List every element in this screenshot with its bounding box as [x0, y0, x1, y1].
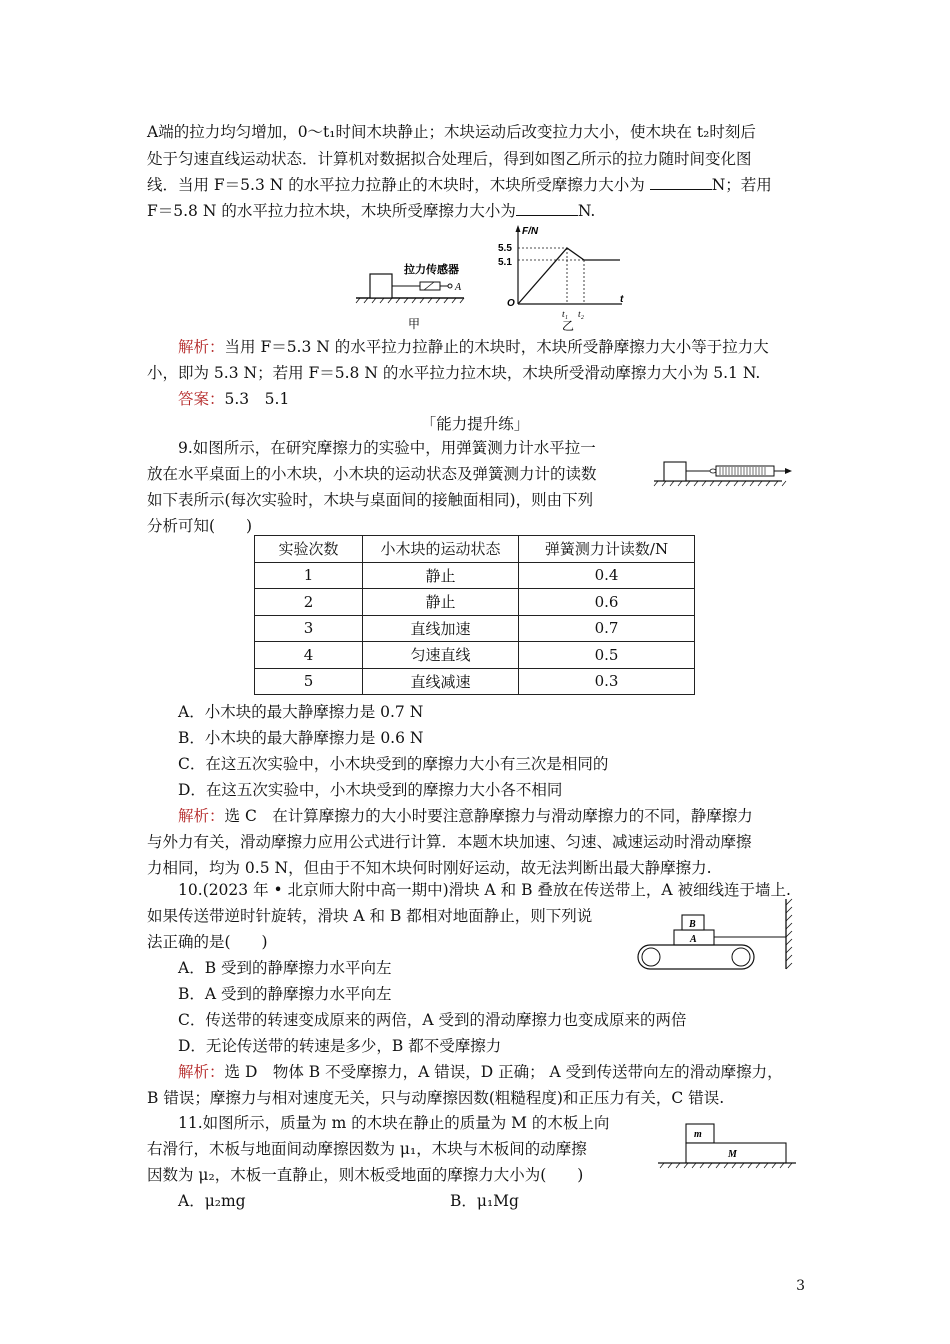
q9-analysis-1 — [178, 805, 753, 827]
table-row — [255, 562, 695, 589]
left-roller — [642, 948, 660, 966]
table-header: 实验次数 — [255, 536, 363, 563]
caption-jia: 甲 — [408, 317, 421, 331]
q8-line-3-text: 线．当用 F＝5.3 N 的水平拉力拉静止的木块时，木块所受摩擦力大小为 — [147, 176, 645, 194]
table-cell: 3 — [255, 615, 363, 642]
table-cell: 5 — [255, 668, 363, 695]
q10-option-a: A．B 受到的静摩擦力水平向左 — [178, 959, 392, 977]
q8-line-2: 处于匀速直线运动状态．计算机对数据拟合处理后，得到如图乙所示的拉力随时间变化图 — [147, 150, 752, 168]
q9-line-1: 9.如图所示，在研究摩擦力的实验中，用弹簧测力计水平拉一 — [178, 439, 596, 457]
table-cell: 静止 — [363, 562, 519, 589]
table-cell: 2 — [255, 589, 363, 616]
q8-analysis-1 — [178, 336, 769, 358]
table-cell: 直线减速 — [363, 668, 519, 695]
q8-line-3-tail: N；若用 — [711, 176, 772, 194]
end-point-a — [448, 284, 452, 288]
sensor-label: 拉力传感器 — [404, 264, 459, 276]
table-cell: 0.6 — [519, 589, 695, 616]
table-cell: 1 — [255, 562, 363, 589]
q9-option-b: B．小木块的最大静摩擦力是 0.6 N — [178, 729, 424, 747]
q9-line-4: 分析可知( ) — [147, 517, 253, 535]
label-M: M — [728, 1149, 737, 1160]
q10-option-d: D．无论传送带的转速是多少，B 都不受摩擦力 — [178, 1037, 502, 1055]
caption-yi: 乙 — [562, 319, 575, 332]
table-header: 小木块的运动状态 — [363, 536, 519, 563]
table-cell: 匀速直线 — [363, 642, 519, 669]
q8-line-4-tail: N. — [577, 202, 596, 220]
table-cell: 0.3 — [519, 668, 695, 695]
y-axis-label: F/N — [522, 226, 539, 237]
tick-x-t2: t₂ — [578, 310, 584, 320]
q9-line-3: 如下表所示(每次实验时，木块与桌面间的接触面相同)，则由下列 — [147, 491, 594, 509]
q10-option-c: C．传送带的转速变成原来的两倍，A 受到的滑动摩擦力也变成原来的两倍 — [178, 1011, 687, 1029]
q10-analysis-text-1: 选 D 物体 B 不受摩擦力，A 错误，D 正确； A 受到传送带向左的滑动摩擦力， — [224, 1063, 783, 1081]
table-cell: 0.4 — [519, 562, 695, 589]
section-title: 「能力提升练」 — [420, 415, 530, 433]
answer-blank-2 — [516, 201, 578, 216]
experiment-table — [254, 535, 695, 695]
answer-blank-1 — [650, 175, 712, 190]
x-axis-label: t — [620, 294, 624, 305]
q9-analysis-2: 与外力有关，滑动摩擦力应用公式进行计算．本题木块加速、匀速、减速运动时滑动摩擦 — [147, 833, 752, 851]
q11-option-a: A．μ₂mg — [178, 1192, 246, 1210]
q8-analysis-label: 解析： — [178, 338, 225, 356]
pull-arrow — [785, 468, 792, 474]
q9-block — [664, 462, 686, 481]
figure-q11-board — [656, 1118, 801, 1174]
figure-q9-spring-scale — [652, 452, 802, 492]
q8-answer — [178, 388, 289, 410]
q10-line-3: 法正确的是( ) — [147, 933, 268, 951]
q8-analysis-2: 小，即为 5.3 N；若用 F＝5.8 N 的水平拉力拉木块，木块所受滑动摩擦力大小为 5.1 N. — [147, 364, 761, 382]
q10-analysis-2: B 错误；摩擦力与相对速度无关，只与动摩擦因数(粗糙程度)和正压力有关，C 错误. — [147, 1089, 725, 1107]
q11-line-3: 因数为 μ₂，木板一直静止，则木板受地面的摩擦力大小为( ) — [147, 1166, 584, 1184]
tick-x-t1: t₁ — [562, 310, 568, 320]
q10-line-2: 如果传送带逆时针旋转，滑块 A 和 B 都相对地面静止，则下列说 — [147, 907, 593, 925]
label-b: B — [689, 919, 696, 930]
table-row — [255, 589, 695, 616]
page-number: 3 — [796, 1278, 805, 1294]
q9-option-d: D．在这五次实验中，小木块受到的摩擦力大小各不相同 — [178, 781, 563, 799]
y-axis-arrow — [516, 225, 521, 232]
figure-q10-conveyor — [634, 895, 804, 975]
q9-option-c: C．在这五次实验中，小木块受到的摩擦力大小有三次是相同的 — [178, 755, 609, 773]
q8-line-3 — [147, 174, 772, 196]
table-header-row — [255, 536, 695, 563]
table-cell: 0.7 — [519, 615, 695, 642]
table-row — [255, 668, 695, 695]
q9-analysis-label: 解析： — [178, 807, 225, 825]
figure-yi-chart — [496, 222, 636, 332]
q8-line-4 — [147, 200, 595, 222]
table-cell: 4 — [255, 642, 363, 669]
table-row — [255, 615, 695, 642]
label-m: m — [694, 1129, 702, 1140]
right-roller — [732, 948, 750, 966]
q11-line-1: 11.如图所示，质量为 m 的木块在静止的质量为 M 的木板上向 — [178, 1114, 610, 1132]
tick-y-5.1: 5.1 — [498, 257, 512, 268]
q8-analysis-text-1: 当用 F＝5.3 N 的水平拉力拉静止的木块时，木块所受静摩擦力大小等于拉力大 — [224, 338, 769, 356]
table-header: 弹簧测力计读数/N — [519, 536, 695, 563]
q10-analysis-label: 解析： — [178, 1063, 225, 1081]
q9-line-2: 放在水平桌面上的小木块，小木块的运动状态及弹簧测力计的读数 — [147, 465, 597, 483]
q9-analysis-3: 力相同，均为 0.5 N，但由于不知木块何时刚好运动，故无法判断出最大静摩擦力. — [147, 859, 712, 877]
table-cell: 0.5 — [519, 642, 695, 669]
force-sensor — [420, 282, 440, 290]
force-curve — [518, 248, 620, 304]
wood-block — [370, 274, 392, 298]
q11-option-b: B．μ₁Mg — [450, 1192, 519, 1210]
q10-option-b: B．A 受到的静摩擦力水平向左 — [178, 985, 392, 1003]
tick-y-5.5: 5.5 — [498, 243, 512, 254]
table-row — [255, 642, 695, 669]
origin-label: O — [507, 298, 515, 309]
end-label: A — [455, 282, 462, 293]
q9-analysis-text-1: 选 C 在计算摩擦力的大小时要注意静摩擦力与滑动摩擦力的不同，静摩擦力 — [224, 807, 753, 825]
q10-analysis-1 — [178, 1061, 783, 1083]
q11-line-2: 右滑行，木板与地面间动摩擦因数为 μ₁，木块与木板间的动摩擦 — [147, 1140, 587, 1158]
q10-line-1: 10.(2023 年 • 北京师大附中高一期中)滑块 A 和 B 叠放在传送带上，A 被细线连于墙上. — [178, 881, 791, 899]
table-cell: 直线加速 — [363, 615, 519, 642]
table-cell: 静止 — [363, 589, 519, 616]
q8-answer-label: 答案： — [178, 390, 225, 408]
q9-option-a: A．小木块的最大静摩擦力是 0.7 N — [178, 703, 424, 721]
figure-jia — [352, 250, 482, 335]
q8-answer-text: 5.3 5.1 — [224, 390, 290, 408]
q8-line-1: A端的拉力均匀增加，0～t₁时间木块静止；木块运动后改变拉力大小，使木块在 t₂时刻后 — [147, 123, 756, 141]
label-a: A — [690, 934, 697, 945]
q8-line-4-text: F＝5.8 N 的水平拉力拉木块，木块所受摩擦力大小为 — [147, 202, 516, 220]
